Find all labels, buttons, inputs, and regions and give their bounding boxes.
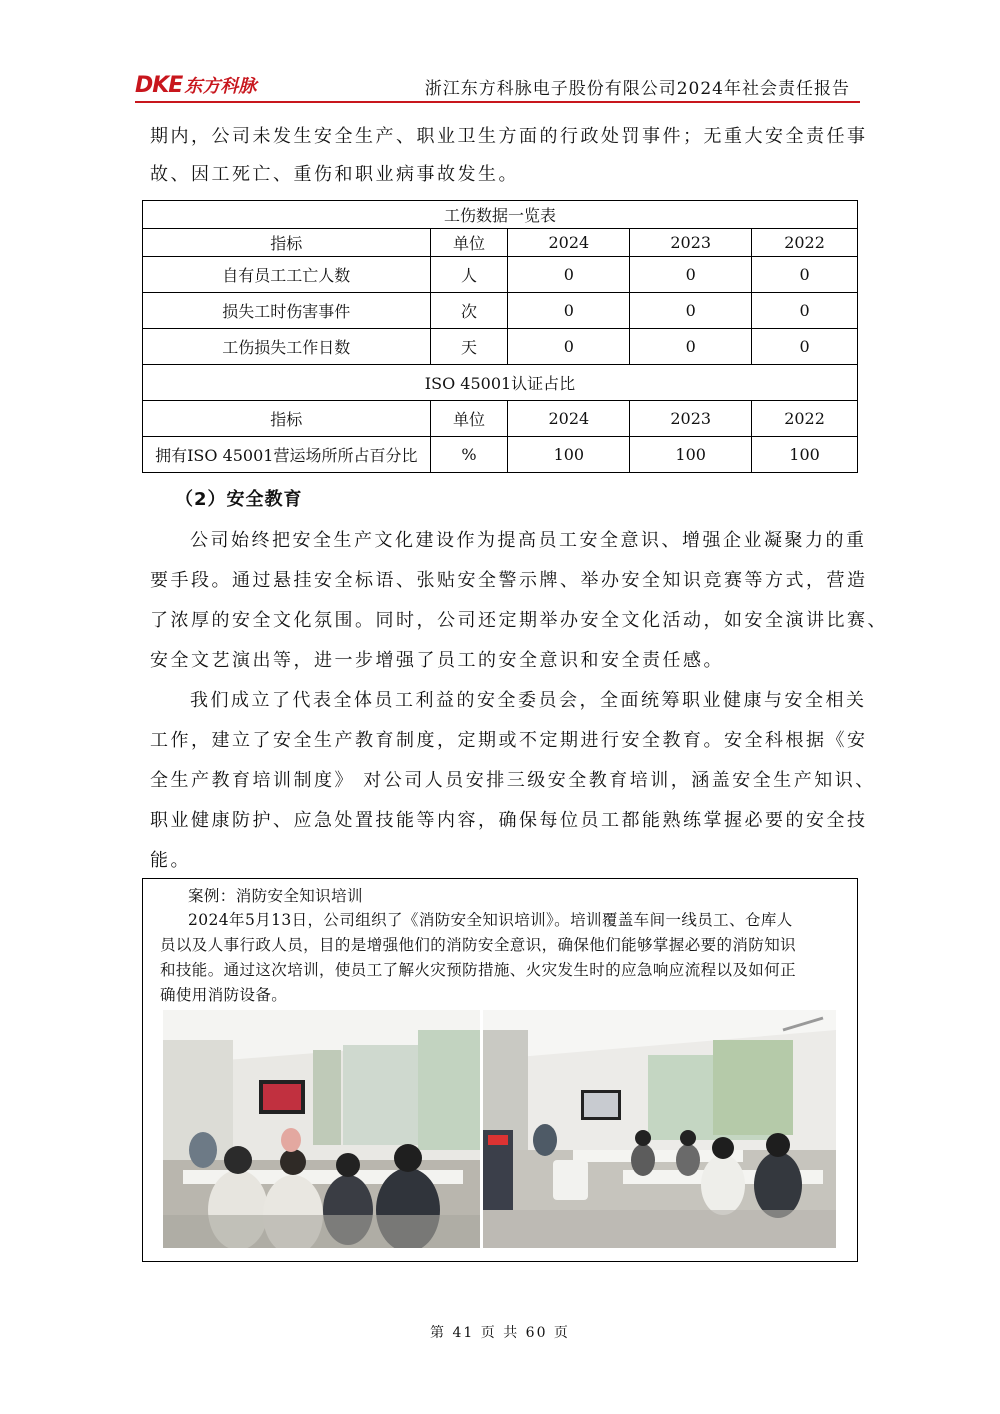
table-header-cell: 2024	[508, 401, 630, 437]
report-title: 浙江东方科脉电子股份有限公司2024年社会责任报告	[424, 79, 850, 99]
table-header-cell: 2023	[630, 401, 752, 437]
header-divider	[135, 101, 860, 103]
paragraph-line: 能。	[150, 850, 191, 871]
table-cell: 0	[508, 257, 630, 293]
table-cell: 天	[430, 329, 508, 365]
table-cell: 0	[508, 329, 630, 365]
table-cell: 0	[752, 329, 858, 365]
table-title: ISO 45001认证占比	[143, 365, 858, 401]
table-cell: 0	[508, 293, 630, 329]
paragraph-line: 公司始终把安全生产文化建设作为提高员工安全意识、增强企业凝聚力的重	[190, 530, 867, 551]
paragraph-line: 职业健康防护、应急处置技能等内容，确保每位员工都能熟练掌握必要的安全技	[150, 810, 868, 831]
section-heading: （2）安全教育	[175, 489, 303, 510]
logo-mark: DKE	[135, 72, 183, 98]
paragraph-line: 我们成立了代表全体员工利益的安全委员会，全面统筹职业健康与安全相关	[190, 690, 867, 711]
table-cell: 次	[430, 293, 508, 329]
table-cell: 工伤损失工作日数	[143, 329, 431, 365]
paragraph-line: 要手段。通过悬挂安全标语、张贴安全警示牌、举办安全知识竞赛等方式，营造	[150, 570, 868, 591]
table-cell: 拥有ISO 45001营运场所所占百分比	[143, 437, 431, 473]
table-row	[143, 329, 858, 365]
table-header-cell: 2024	[508, 229, 630, 257]
table-cell: 0	[630, 257, 752, 293]
table-header-row	[143, 229, 858, 257]
table-cell: 100	[508, 437, 630, 473]
paragraph-line: 工作，建立了安全生产教育制度，定期或不定期进行安全教育。安全科根据《安	[150, 730, 868, 751]
table-header-cell: 2022	[752, 229, 858, 257]
page-number: 第 41 页 共 60 页	[430, 1325, 570, 1341]
case-line: 和技能。通过这次培训，使员工了解火灾预防措施、火灾发生时的应急响应流程以及如何正	[160, 961, 797, 979]
case-line: 确使用消防设备。	[160, 986, 288, 1004]
table-cell: 0	[630, 293, 752, 329]
table-row	[143, 293, 858, 329]
case-title: 案例：消防安全知识培训	[188, 887, 363, 905]
table-header-cell: 指标	[143, 401, 431, 437]
table-cell: 0	[630, 329, 752, 365]
table-cell: 损失工时伤害事件	[143, 293, 431, 329]
case-line: 员以及人事行政人员，目的是增强他们的消防安全意识，确保他们能够掌握必要的消防知识	[160, 936, 797, 954]
intro-line: 故、因工死亡、重伤和职业病事故发生。	[150, 164, 519, 185]
table-title: 工伤数据一览表	[143, 201, 858, 229]
table-cell: 0	[752, 293, 858, 329]
table-cell: 自有员工工亡人数	[143, 257, 431, 293]
table-cell: 100	[752, 437, 858, 473]
intro-line: 期内，公司未发生安全生产、职业卫生方面的行政处罚事件；无重大安全责任事	[150, 126, 868, 147]
table-row	[143, 257, 858, 293]
logo-name: 东方科脉	[184, 76, 257, 97]
table-cell: %	[430, 437, 508, 473]
injury-data-table	[142, 200, 858, 473]
table-cell: 100	[630, 437, 752, 473]
table-cell: 0	[752, 257, 858, 293]
table-cell: 人	[430, 257, 508, 293]
training-photo-left	[163, 1010, 480, 1248]
table-header-cell: 单位	[430, 401, 508, 437]
paragraph-line: 了浓厚的安全文化氛围。同时，公司还定期举办安全文化活动，如安全演讲比赛、	[150, 610, 888, 631]
table-header-cell: 2023	[630, 229, 752, 257]
case-line: 2024年5月13日，公司组织了《消防安全知识培训》。培训覆盖车间一线员工、仓库人	[188, 911, 793, 929]
paragraph-line: 全生产教育培训制度》 对公司人员安排三级安全教育培训，涵盖安全生产知识、	[150, 770, 876, 791]
company-logo	[135, 72, 256, 98]
table-header-cell: 单位	[430, 229, 508, 257]
paragraph-line: 安全文艺演出等，进一步增强了员工的安全意识和安全责任感。	[150, 650, 724, 671]
training-photo-right	[483, 1010, 836, 1248]
table-header-cell: 指标	[143, 229, 431, 257]
table-header-row	[143, 401, 858, 437]
table-header-cell: 2022	[752, 401, 858, 437]
table-row	[143, 437, 858, 473]
